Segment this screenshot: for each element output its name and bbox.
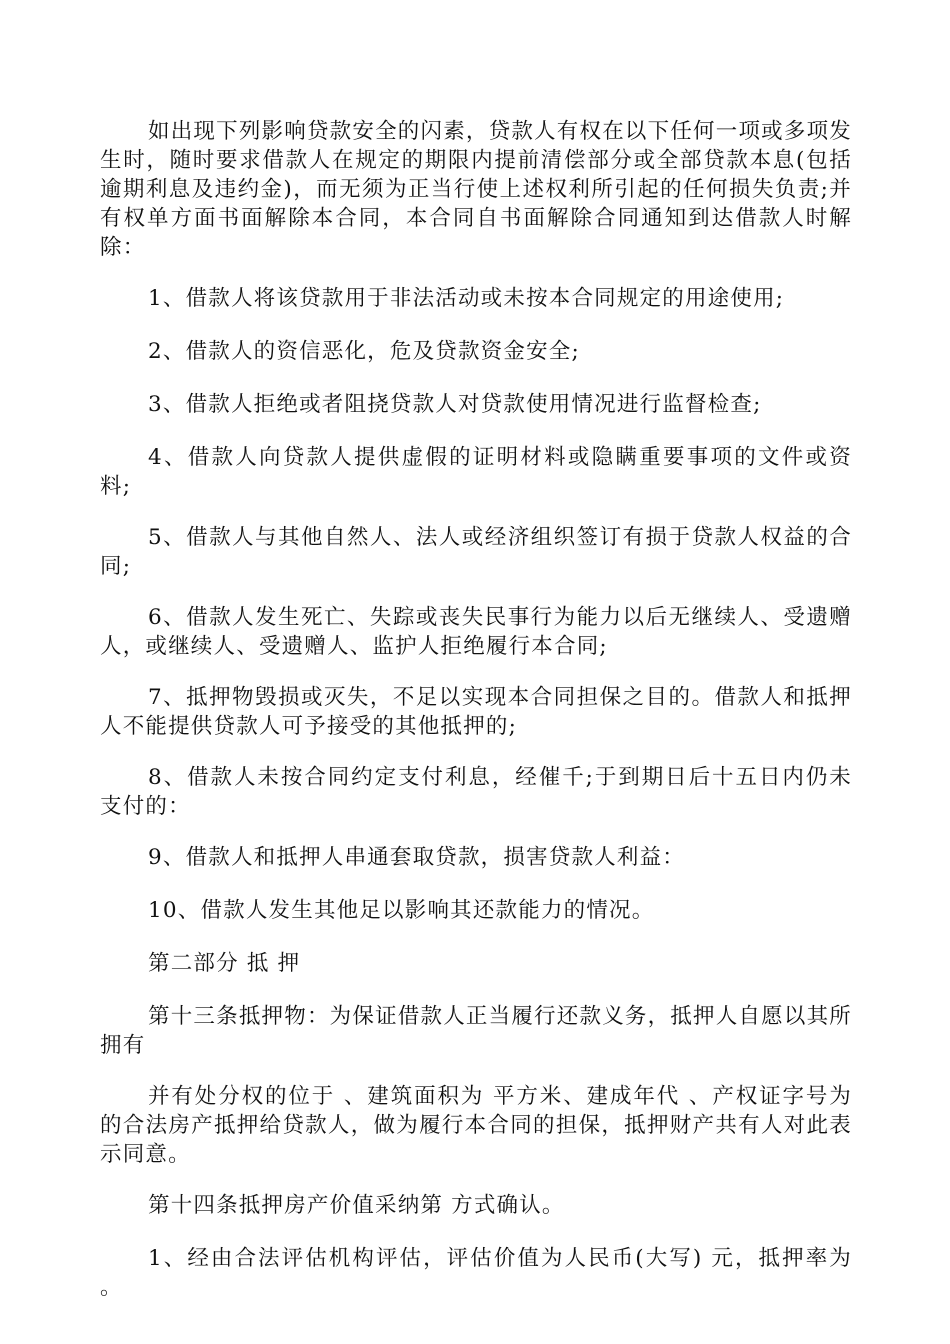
- section-heading-part-two: 第二部分 抵 押: [148, 951, 301, 976]
- clause-item-10: 10、借款人发生其他足以影响其还款能力的情况。: [148, 898, 655, 923]
- clause-item-6: 6、借款人发生死亡、失踪或丧失民事行为能力以后无继续人、受遗赠人，或继续人、受遗赠人、监护人拒绝履行本合同;: [100, 605, 852, 659]
- clause-item-8: 8、借款人未按合同约定支付利息，经催千;于到期日后十五日内仍未支付的：: [100, 765, 852, 819]
- article-13-paragraph: 第十三条抵押物：为保证借款人正当履行还款义务，抵押人自愿以其所拥有: [100, 1004, 852, 1058]
- document-page: [100, 117, 852, 1324]
- clause-item-3: 3、借款人拒绝或者阻挠贷款人对贷款使用情况进行监督检查;: [148, 392, 762, 417]
- clause-item-1: 1、借款人将该贷款用于非法活动或未按本合同规定的用途使用;: [148, 286, 785, 311]
- clause-item-7: 7、抵押物毁损或灭失，不足以实现本合同担保之目的。借款人和抵押人不能提供贷款人可予接受的其他抵押的;: [100, 685, 852, 739]
- clause-item-5: 5、借款人与其他自然人、法人或经济组织签订有损于贷款人权益的合同;: [100, 525, 852, 579]
- article-14-item-1: 1、经由合法评估机构评估，评估价值为人民币(大写) 元，抵押率为 。: [100, 1246, 852, 1300]
- article-14-paragraph: 第十四条抵押房产价值采纳第 方式确认。: [148, 1193, 565, 1218]
- intro-paragraph: 如出现下列影响贷款安全的闪素，贷款人有权在以下任何一项或多项发生时，随时要求借款人在规定的期限内提前清偿部分或全部贷款本息(包括逾期利息及违约金)，而无须为正当行使上述权利所引起的任何损失负责;并有权单方面书面解除本合同，本合同自书面解除合同通知到达借款人时解除：: [100, 119, 852, 260]
- clause-item-2: 2、借款人的资信恶化，危及贷款资金安全;: [148, 339, 580, 364]
- clause-item-9: 9、借款人和抵押人串通套取贷款，损害贷款人利益：: [148, 845, 685, 870]
- clause-item-4: 4、借款人向贷款人提供虚假的证明材料或隐瞒重要事项的文件或资料;: [100, 445, 852, 499]
- article-13-continuation: 并有处分权的位于 、建筑面积为 平方米、建成年代 、产权证字号为 的合法房产抵押给贷款人，做为履行本合同的担保，抵押财产共有人对此表示同意。: [100, 1084, 852, 1167]
